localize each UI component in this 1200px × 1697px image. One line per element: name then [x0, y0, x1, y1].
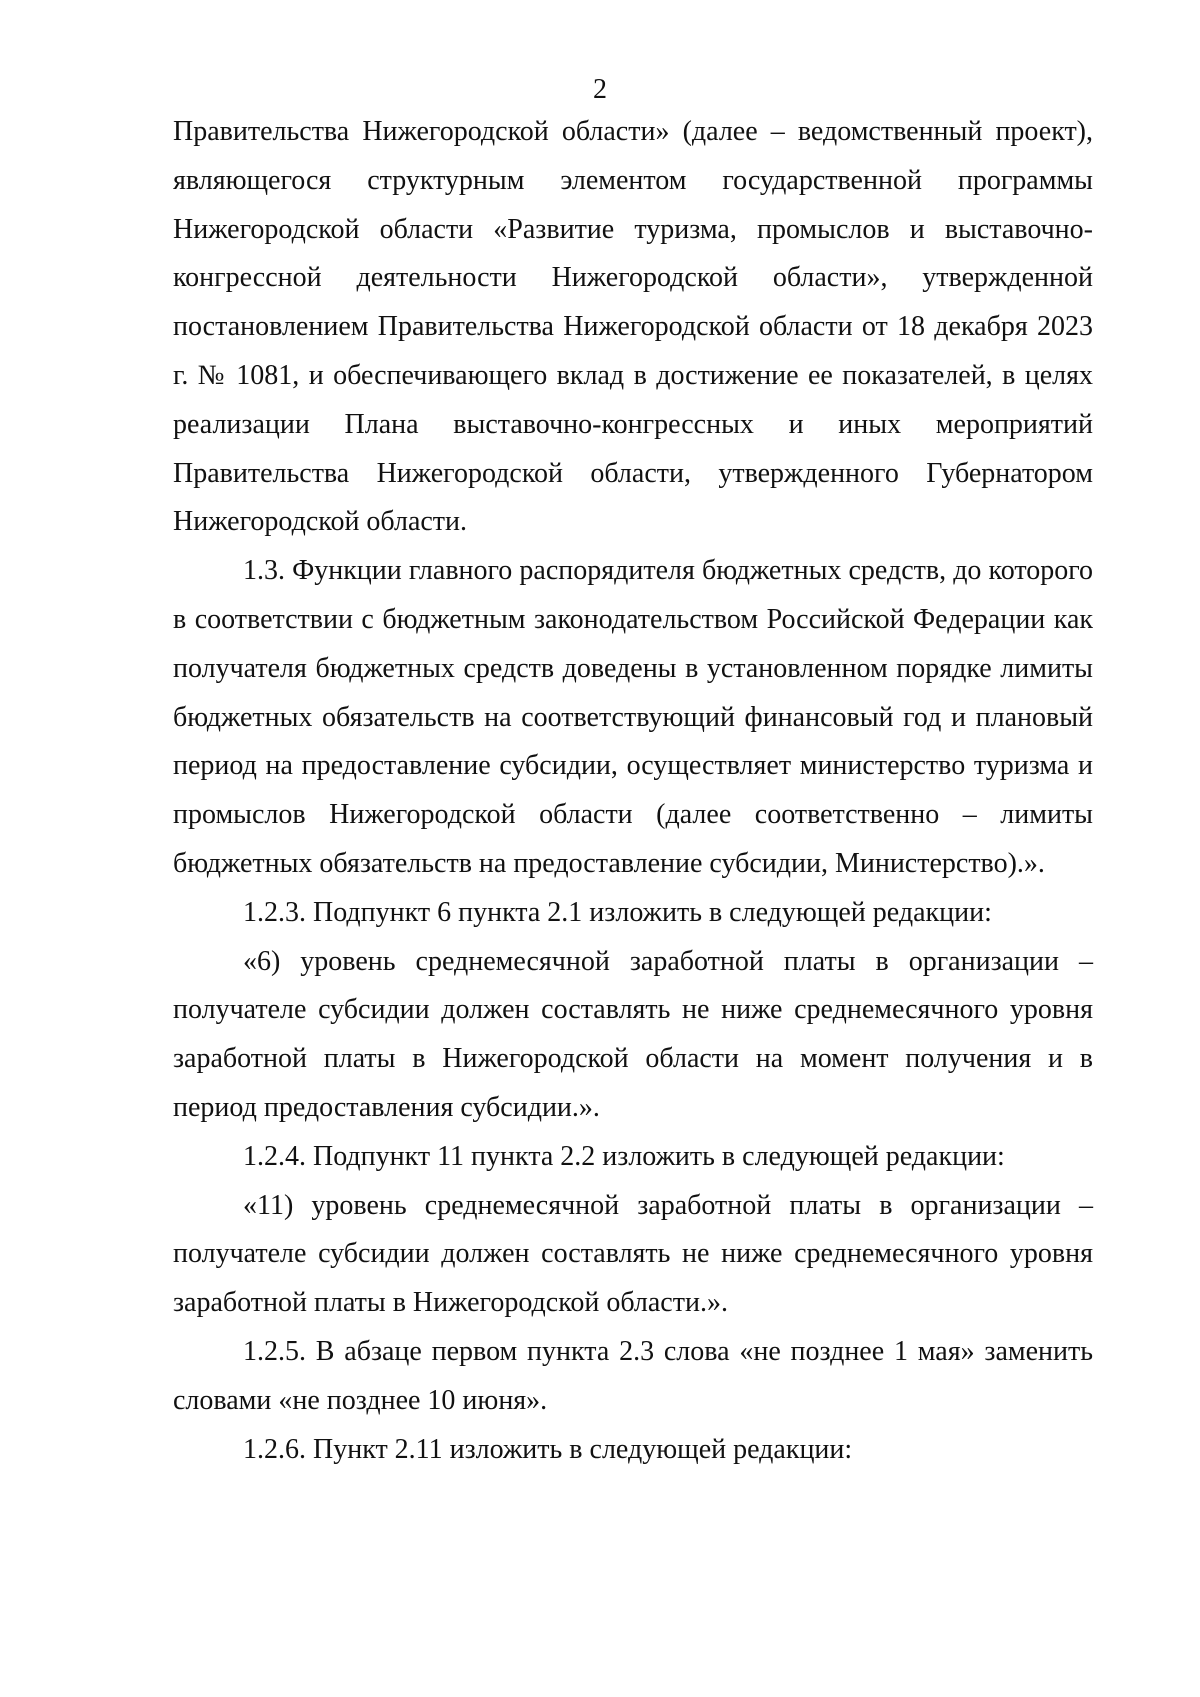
- paragraph-1-2-4: 1.2.4. Подпункт 11 пункта 2.2 изложить в следующей редакции:: [243, 1140, 1005, 1172]
- paragraph-1-2-5: 1.2.5. В абзаце первом пункта 2.3 слова «не позднее 1 мая» заменить словами «не позднее 10 июня».: [173, 1335, 1093, 1416]
- paragraph-1-2-6: 1.2.6. Пункт 2.11 изложить в следующей редакции:: [243, 1433, 853, 1465]
- page-number: 2: [593, 74, 607, 105]
- paragraph-1-2-3: 1.2.3. Подпункт 6 пункта 2.1 изложить в следующей редакции:: [243, 896, 992, 928]
- paragraph-1-3: 1.3. Функции главного распорядителя бюджетных средств, до которого в соответствии с бюджетным законодательством Российской Федерации как получателя бюджетных средств доведены в установленном порядке лимиты бюджетных обязательств на соответствующий финансовый год и плановый период на предоставление субсидии, осуществляет министерство туризма и промыслов Нижегородской области (далее соответственно – лимиты бюджетных обязательств на предоставление субсидии, Министерство).».: [173, 555, 1093, 879]
- paragraph-subitem-11: «11) уровень среднемесячной заработной платы в организации – получателе субсидии должен составлять не ниже среднемесячного уровня заработной платы в Нижегородской области.».: [173, 1189, 1093, 1319]
- paragraph-continuation: Правительства Нижегородской области» (далее – ведомственный проект), являющегося структурным элементом государственной программы Нижегородской области «Развитие туризма, промыслов и выставочно-конгрессной деятельности Нижегородской области», утвержденной постановлением Правительства Нижегородской области от 18 декабря 2023 г. № 1081, и обеспечивающего вклад в достижение ее показателей, в целях реализации Плана выставочно-конгрессных и иных мероприятий Правительства Нижегородской области, утвержденного Губернатором Нижегородской области.: [173, 116, 1093, 538]
- paragraph-subitem-6: «6) уровень среднемесячной заработной платы в организации – получателе субсидии должен составлять не ниже среднемесячного уровня заработной платы в Нижегородской области на момент получения и в период предоставления субсидии.».: [173, 945, 1093, 1123]
- document-body: [173, 108, 1093, 1474]
